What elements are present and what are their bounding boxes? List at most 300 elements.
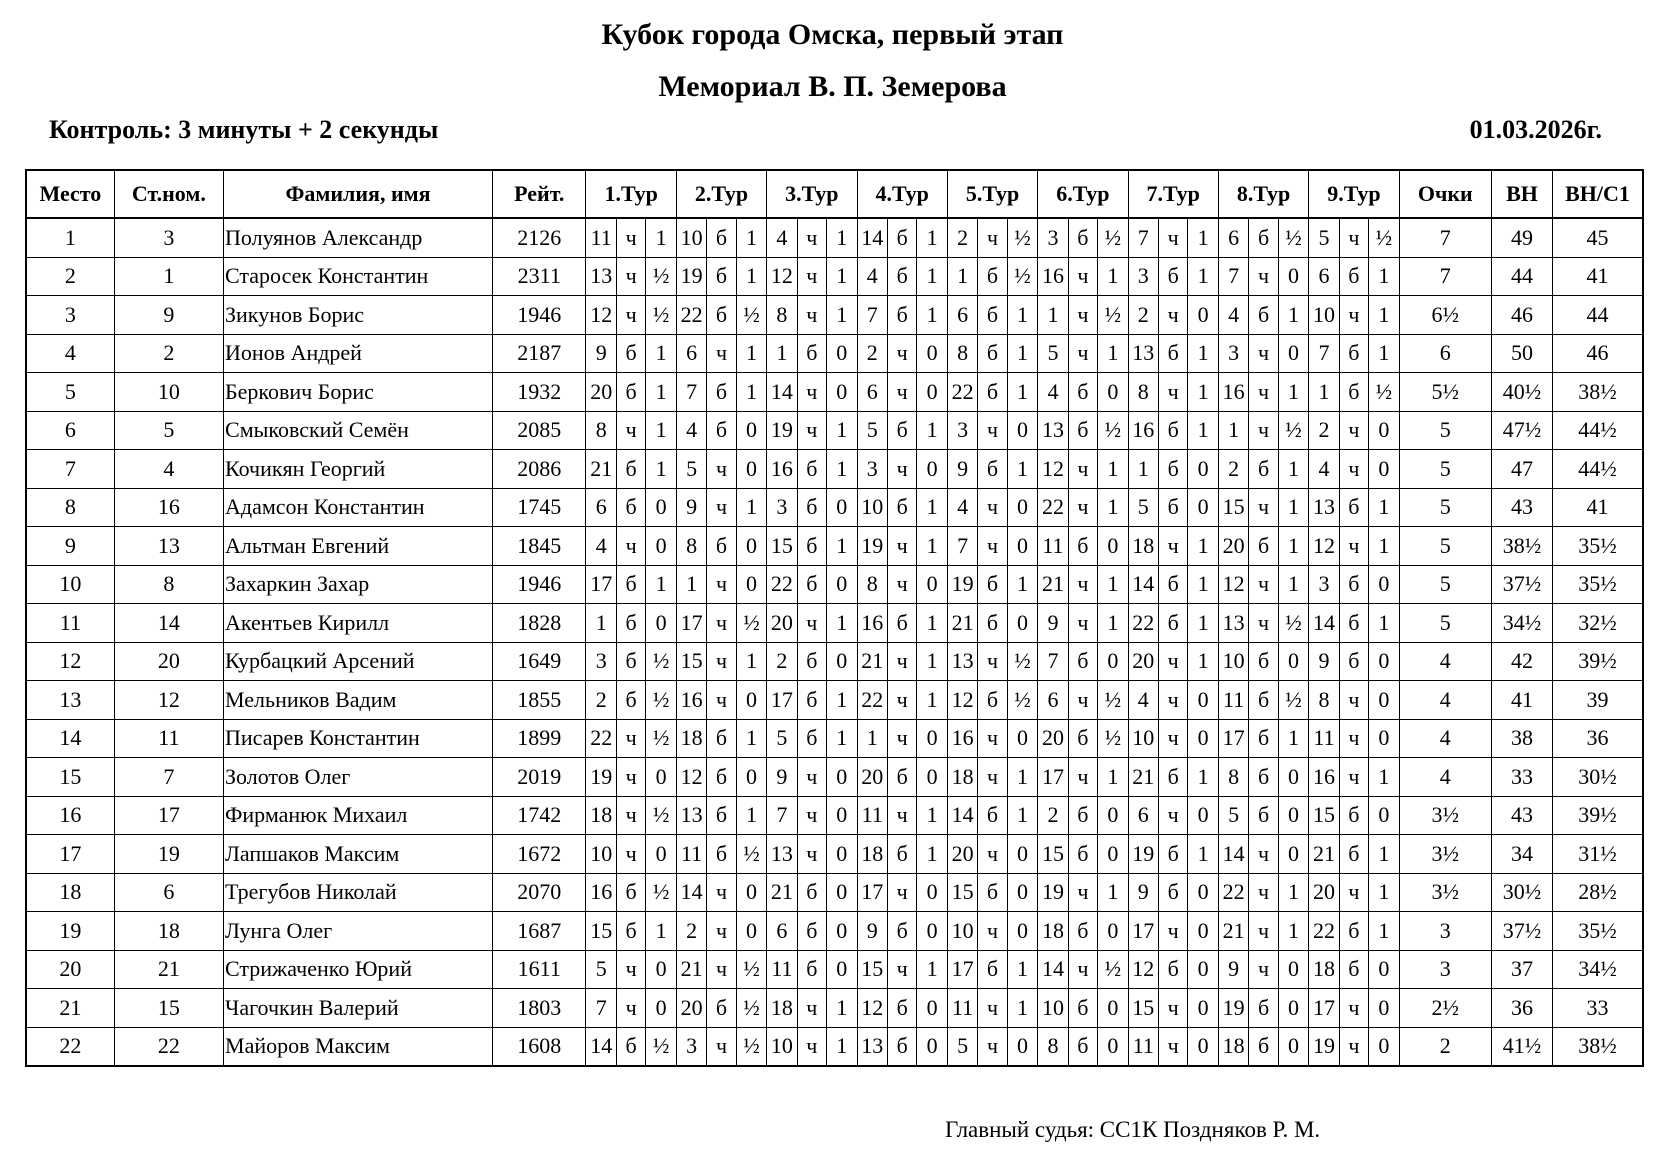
result-cell: 1: [646, 373, 676, 412]
color-cell: б: [887, 411, 916, 450]
start-number-cell: 9: [114, 296, 223, 335]
result-cell: 1: [1098, 758, 1128, 797]
color-cell: ч: [887, 950, 916, 989]
time-control: Контроль: 3 минуты + 2 секунды: [49, 115, 439, 144]
col-round-6: 6.Тур: [1038, 170, 1128, 218]
result-cell: 1: [736, 719, 766, 758]
color-cell: б: [616, 488, 645, 527]
result-cell: 1: [917, 681, 947, 720]
player-name-cell: Акентьев Кирилл: [224, 604, 493, 643]
opponent-cell: 14: [1218, 835, 1248, 874]
color-cell: б: [1249, 796, 1278, 835]
opponent-cell: 11: [1128, 1027, 1158, 1066]
opponent-cell: 5: [947, 1027, 977, 1066]
rating-cell: 2311: [492, 257, 586, 296]
opponent-cell: 2: [767, 642, 797, 681]
color-cell: ч: [707, 565, 736, 604]
result-cell: 0: [827, 873, 857, 912]
opponent-cell: 6: [947, 296, 977, 335]
result-cell: 1: [1007, 796, 1037, 835]
opponent-cell: 9: [1218, 950, 1248, 989]
result-cell: 1: [646, 218, 676, 257]
color-cell: ч: [1159, 681, 1188, 720]
bh-cell: 33: [1492, 758, 1553, 797]
rating-cell: 1742: [492, 796, 586, 835]
opponent-cell: 21: [676, 950, 706, 989]
result-cell: ½: [1278, 218, 1308, 257]
opponent-cell: 14: [1309, 604, 1339, 643]
opponent-cell: 2: [857, 334, 887, 373]
color-cell: б: [1339, 796, 1368, 835]
color-cell: б: [1068, 835, 1097, 874]
color-cell: ч: [616, 719, 645, 758]
event-date: 01.03.2026г.: [1469, 115, 1602, 144]
opponent-cell: 18: [1309, 950, 1339, 989]
result-cell: 1: [1188, 604, 1218, 643]
rating-cell: 1745: [492, 488, 586, 527]
opponent-cell: 11: [857, 796, 887, 835]
color-cell: ч: [1339, 873, 1368, 912]
opponent-cell: 22: [1309, 912, 1339, 951]
color-cell: б: [797, 719, 826, 758]
table-row: [26, 719, 1643, 758]
opponent-cell: 9: [857, 912, 887, 951]
col-start-number: Ст.ном.: [114, 170, 223, 218]
color-cell: ч: [1249, 950, 1278, 989]
color-cell: ч: [1249, 411, 1278, 450]
result-cell: 0: [1188, 296, 1218, 335]
opponent-cell: 1: [586, 604, 616, 643]
bh-cell: 41½: [1492, 1027, 1553, 1066]
color-cell: б: [797, 450, 826, 489]
color-cell: ч: [887, 642, 916, 681]
color-cell: б: [707, 719, 736, 758]
bh-c1-cell: 46: [1552, 334, 1643, 373]
color-cell: б: [616, 912, 645, 951]
opponent-cell: 22: [1128, 604, 1158, 643]
result-cell: ½: [1278, 681, 1308, 720]
place-cell: 20: [26, 950, 114, 989]
color-cell: ч: [707, 873, 736, 912]
opponent-cell: 13: [947, 642, 977, 681]
page-subtitle: Мемориал В. П. Земерова: [658, 70, 1007, 103]
result-cell: 0: [1098, 912, 1128, 951]
place-cell: 17: [26, 835, 114, 874]
opponent-cell: 7: [1128, 218, 1158, 257]
color-cell: б: [1159, 873, 1188, 912]
color-cell: ч: [797, 373, 826, 412]
player-name-cell: Зикунов Борис: [224, 296, 493, 335]
result-cell: ½: [736, 1027, 766, 1066]
color-cell: ч: [1249, 873, 1278, 912]
opponent-cell: 13: [1128, 334, 1158, 373]
points-cell: 4: [1399, 719, 1491, 758]
result-cell: 1: [1188, 642, 1218, 681]
color-cell: б: [1068, 912, 1097, 951]
table-row: [26, 1027, 1643, 1066]
color-cell: ч: [616, 257, 645, 296]
col-points: Очки: [1399, 170, 1491, 218]
color-cell: б: [978, 796, 1007, 835]
place-cell: 9: [26, 527, 114, 566]
opponent-cell: 2: [1218, 450, 1248, 489]
place-cell: 2: [26, 257, 114, 296]
color-cell: ч: [1339, 989, 1368, 1028]
color-cell: ч: [1068, 950, 1097, 989]
color-cell: б: [616, 681, 645, 720]
color-cell: ч: [1068, 681, 1097, 720]
opponent-cell: 13: [586, 257, 616, 296]
color-cell: б: [616, 450, 645, 489]
color-cell: б: [1068, 719, 1097, 758]
result-cell: 0: [917, 989, 947, 1028]
opponent-cell: 21: [1128, 758, 1158, 797]
color-cell: ч: [797, 796, 826, 835]
opponent-cell: 2: [676, 912, 706, 951]
opponent-cell: 10: [857, 488, 887, 527]
opponent-cell: 4: [1038, 373, 1068, 412]
bh-c1-cell: 41: [1552, 488, 1643, 527]
opponent-cell: 17: [1309, 989, 1339, 1028]
opponent-cell: 6: [586, 488, 616, 527]
points-cell: 5: [1399, 488, 1491, 527]
place-cell: 1: [26, 218, 114, 257]
opponent-cell: 3: [947, 411, 977, 450]
place-cell: 12: [26, 642, 114, 681]
color-cell: ч: [616, 835, 645, 874]
color-cell: ч: [1339, 681, 1368, 720]
opponent-cell: 20: [767, 604, 797, 643]
page-title: Кубок города Омска, первый этап: [601, 18, 1064, 51]
opponent-cell: 19: [1128, 835, 1158, 874]
result-cell: ½: [1098, 296, 1128, 335]
opponent-cell: 1: [1309, 373, 1339, 412]
color-cell: б: [797, 873, 826, 912]
color-cell: ч: [797, 1027, 826, 1066]
opponent-cell: 22: [676, 296, 706, 335]
result-cell: 1: [736, 642, 766, 681]
color-cell: ч: [707, 334, 736, 373]
opponent-cell: 3: [857, 450, 887, 489]
points-cell: 4: [1399, 642, 1491, 681]
place-cell: 5: [26, 373, 114, 412]
start-number-cell: 6: [114, 873, 223, 912]
color-cell: б: [1068, 373, 1097, 412]
result-cell: 1: [1098, 604, 1128, 643]
opponent-cell: 1: [1038, 296, 1068, 335]
start-number-cell: 7: [114, 758, 223, 797]
start-number-cell: 13: [114, 527, 223, 566]
color-cell: ч: [1249, 334, 1278, 373]
rating-cell: 1687: [492, 912, 586, 951]
result-cell: 1: [1007, 450, 1037, 489]
color-cell: б: [707, 257, 736, 296]
result-cell: ½: [646, 296, 676, 335]
color-cell: ч: [1249, 488, 1278, 527]
opponent-cell: 4: [857, 257, 887, 296]
color-cell: б: [978, 373, 1007, 412]
result-cell: 0: [917, 565, 947, 604]
opponent-cell: 18: [947, 758, 977, 797]
result-cell: ½: [736, 989, 766, 1028]
result-cell: 0: [1007, 527, 1037, 566]
color-cell: б: [1068, 796, 1097, 835]
opponent-cell: 8: [947, 334, 977, 373]
table-row: [26, 296, 1643, 335]
opponent-cell: 7: [1218, 257, 1248, 296]
result-cell: 0: [1098, 373, 1128, 412]
color-cell: б: [1249, 527, 1278, 566]
col-name: Фамилия, имя: [224, 170, 493, 218]
opponent-cell: 16: [947, 719, 977, 758]
table-row: [26, 835, 1643, 874]
opponent-cell: 22: [586, 719, 616, 758]
result-cell: 1: [827, 719, 857, 758]
opponent-cell: 14: [857, 218, 887, 257]
bh-c1-cell: 39: [1552, 681, 1643, 720]
result-cell: 0: [1278, 835, 1308, 874]
result-cell: 1: [1098, 488, 1128, 527]
opponent-cell: 19: [1218, 989, 1248, 1028]
rating-cell: 1608: [492, 1027, 586, 1066]
opponent-cell: 15: [1218, 488, 1248, 527]
result-cell: 1: [736, 373, 766, 412]
bh-cell: 37: [1492, 950, 1553, 989]
opponent-cell: 20: [1309, 873, 1339, 912]
rating-cell: 2019: [492, 758, 586, 797]
result-cell: 0: [1188, 989, 1218, 1028]
opponent-cell: 14: [1128, 565, 1158, 604]
opponent-cell: 18: [1038, 912, 1068, 951]
bh-cell: 41: [1492, 681, 1553, 720]
color-cell: ч: [1068, 334, 1097, 373]
opponent-cell: 15: [676, 642, 706, 681]
opponent-cell: 11: [676, 835, 706, 874]
color-cell: ч: [887, 681, 916, 720]
col-round-4: 4.Тур: [857, 170, 947, 218]
opponent-cell: 17: [857, 873, 887, 912]
result-cell: 0: [1369, 450, 1399, 489]
result-cell: 1: [827, 450, 857, 489]
table-row: [26, 488, 1643, 527]
result-cell: 1: [1369, 257, 1399, 296]
color-cell: б: [616, 604, 645, 643]
result-cell: 1: [1278, 565, 1308, 604]
color-cell: б: [797, 527, 826, 566]
result-cell: 1: [1188, 758, 1218, 797]
color-cell: ч: [978, 835, 1007, 874]
opponent-cell: 15: [1309, 796, 1339, 835]
color-cell: ч: [707, 488, 736, 527]
table-row: [26, 758, 1643, 797]
color-cell: ч: [616, 796, 645, 835]
opponent-cell: 12: [857, 989, 887, 1028]
result-cell: 0: [1188, 796, 1218, 835]
result-cell: 1: [1098, 565, 1128, 604]
color-cell: б: [1159, 758, 1188, 797]
result-cell: 1: [1188, 373, 1218, 412]
result-cell: 1: [736, 334, 766, 373]
color-cell: ч: [1249, 373, 1278, 412]
result-cell: 1: [917, 950, 947, 989]
result-cell: 1: [827, 527, 857, 566]
result-cell: 1: [1188, 334, 1218, 373]
color-cell: б: [887, 912, 916, 951]
color-cell: ч: [616, 989, 645, 1028]
result-cell: 1: [917, 527, 947, 566]
color-cell: ч: [707, 1027, 736, 1066]
opponent-cell: 9: [676, 488, 706, 527]
col-round-5: 5.Тур: [947, 170, 1037, 218]
result-cell: 1: [1369, 488, 1399, 527]
color-cell: б: [1339, 334, 1368, 373]
opponent-cell: 11: [947, 989, 977, 1028]
opponent-cell: 12: [586, 296, 616, 335]
rating-cell: 2085: [492, 411, 586, 450]
result-cell: 1: [827, 257, 857, 296]
color-cell: ч: [797, 411, 826, 450]
opponent-cell: 1: [857, 719, 887, 758]
points-cell: 3½: [1399, 796, 1491, 835]
result-cell: 1: [1098, 334, 1128, 373]
result-cell: ½: [736, 296, 766, 335]
bh-cell: 42: [1492, 642, 1553, 681]
color-cell: б: [1249, 989, 1278, 1028]
bh-c1-cell: 44½: [1552, 411, 1643, 450]
bh-c1-cell: 32½: [1552, 604, 1643, 643]
opponent-cell: 17: [586, 565, 616, 604]
color-cell: ч: [797, 758, 826, 797]
result-cell: 1: [827, 604, 857, 643]
color-cell: б: [797, 488, 826, 527]
color-cell: ч: [707, 642, 736, 681]
opponent-cell: 16: [1309, 758, 1339, 797]
bh-c1-cell: 38½: [1552, 1027, 1643, 1066]
result-cell: 0: [1188, 488, 1218, 527]
opponent-cell: 6: [1218, 218, 1248, 257]
result-cell: 1: [1369, 912, 1399, 951]
opponent-cell: 17: [767, 681, 797, 720]
bh-c1-cell: 31½: [1552, 835, 1643, 874]
opponent-cell: 10: [1038, 989, 1068, 1028]
result-cell: 0: [1188, 873, 1218, 912]
col-round-2: 2.Тур: [676, 170, 766, 218]
opponent-cell: 11: [1038, 527, 1068, 566]
opponent-cell: 21: [1038, 565, 1068, 604]
result-cell: 0: [917, 373, 947, 412]
rating-cell: 2126: [492, 218, 586, 257]
result-cell: 0: [1278, 257, 1308, 296]
rating-cell: 1845: [492, 527, 586, 566]
result-cell: ½: [1098, 719, 1128, 758]
opponent-cell: 6: [1309, 257, 1339, 296]
color-cell: ч: [797, 604, 826, 643]
bh-c1-cell: 45: [1552, 218, 1643, 257]
result-cell: 1: [1369, 296, 1399, 335]
opponent-cell: 10: [1309, 296, 1339, 335]
opponent-cell: 11: [586, 218, 616, 257]
result-cell: 1: [1369, 527, 1399, 566]
result-cell: 0: [1278, 989, 1308, 1028]
opponent-cell: 2: [1128, 296, 1158, 335]
player-name-cell: Курбацкий Арсений: [224, 642, 493, 681]
color-cell: ч: [1159, 218, 1188, 257]
color-cell: ч: [1068, 565, 1097, 604]
opponent-cell: 4: [1309, 450, 1339, 489]
result-cell: 0: [1098, 835, 1128, 874]
result-cell: ½: [1369, 373, 1399, 412]
opponent-cell: 14: [947, 796, 977, 835]
color-cell: ч: [1068, 604, 1097, 643]
bh-c1-cell: 35½: [1552, 565, 1643, 604]
start-number-cell: 20: [114, 642, 223, 681]
result-cell: 0: [1278, 334, 1308, 373]
opponent-cell: 5: [586, 950, 616, 989]
color-cell: ч: [1159, 796, 1188, 835]
result-cell: 0: [1188, 450, 1218, 489]
result-cell: 0: [646, 758, 676, 797]
color-cell: б: [707, 527, 736, 566]
color-cell: ч: [1339, 758, 1368, 797]
result-cell: 0: [917, 758, 947, 797]
result-cell: ½: [646, 681, 676, 720]
bh-c1-cell: 35½: [1552, 912, 1643, 951]
result-cell: 0: [917, 1027, 947, 1066]
result-cell: 0: [736, 681, 766, 720]
result-cell: 0: [1278, 642, 1308, 681]
rating-cell: 1932: [492, 373, 586, 412]
opponent-cell: 10: [586, 835, 616, 874]
result-cell: 0: [827, 912, 857, 951]
start-number-cell: 1: [114, 257, 223, 296]
player-name-cell: Кочикян Георгий: [224, 450, 493, 489]
bh-cell: 34½: [1492, 604, 1553, 643]
start-number-cell: 14: [114, 604, 223, 643]
result-cell: 0: [827, 565, 857, 604]
color-cell: б: [887, 758, 916, 797]
result-cell: 1: [1188, 218, 1218, 257]
color-cell: ч: [616, 218, 645, 257]
place-cell: 18: [26, 873, 114, 912]
result-cell: 1: [1278, 912, 1308, 951]
opponent-cell: 1: [947, 257, 977, 296]
start-number-cell: 21: [114, 950, 223, 989]
color-cell: ч: [1339, 450, 1368, 489]
result-cell: 0: [1278, 950, 1308, 989]
header-row: [26, 170, 1643, 218]
color-cell: б: [707, 373, 736, 412]
opponent-cell: 17: [1218, 719, 1248, 758]
result-cell: ½: [1007, 642, 1037, 681]
color-cell: ч: [1249, 835, 1278, 874]
opponent-cell: 3: [586, 642, 616, 681]
color-cell: б: [1249, 1027, 1278, 1066]
color-cell: ч: [978, 719, 1007, 758]
opponent-cell: 7: [767, 796, 797, 835]
col-bh-c1: ВН/С1: [1552, 170, 1643, 218]
result-cell: 0: [827, 642, 857, 681]
player-name-cell: Фирманюк Михаил: [224, 796, 493, 835]
color-cell: б: [616, 565, 645, 604]
result-cell: 1: [646, 450, 676, 489]
bh-cell: 36: [1492, 989, 1553, 1028]
bh-cell: 47½: [1492, 411, 1553, 450]
opponent-cell: 9: [767, 758, 797, 797]
points-cell: 3: [1399, 950, 1491, 989]
opponent-cell: 2: [1038, 796, 1068, 835]
opponent-cell: 15: [586, 912, 616, 951]
color-cell: б: [707, 296, 736, 335]
